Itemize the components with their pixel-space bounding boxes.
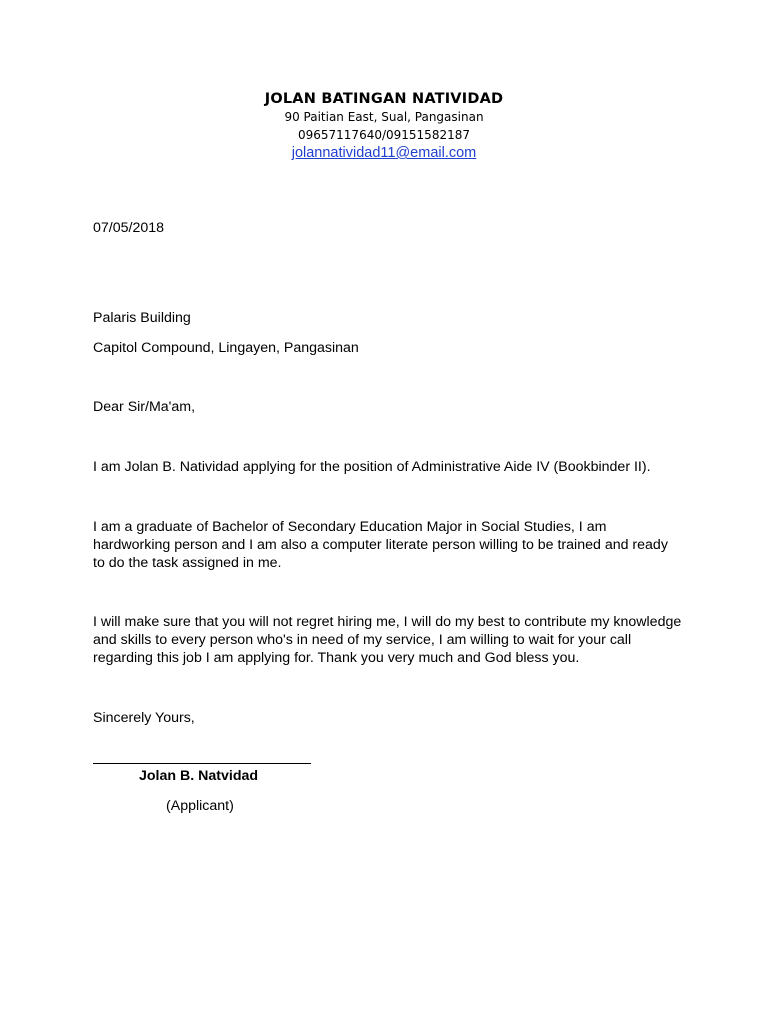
sender-phones: 09657117640/09151582187 xyxy=(297,128,470,142)
body-paragraph-3: I will make sure that you will not regret hiring me, I will do my best to contribute my knowledge and skills to every person who's in need of my service, I am willing to wait for your call regarding this job I am applying for. Thank you very much and God bless you. xyxy=(93,614,682,666)
recipient-line-1: Palaris Building xyxy=(93,310,191,326)
signature-role: (Applicant) xyxy=(166,798,234,814)
salutation: Dear Sir/Ma'am, xyxy=(93,399,196,415)
letter-date: 07/05/2018 xyxy=(93,220,165,236)
sender-email-link[interactable]: jolannatividad11@email.com xyxy=(291,145,477,161)
recipient-line-2: Capitol Compound, Lingayen, Pangasinan xyxy=(93,340,359,356)
sender-address: 90 Paitian East, Sual, Pangasinan xyxy=(284,110,484,124)
signature-line xyxy=(93,763,311,764)
body-paragraph-2: I am a graduate of Bachelor of Secondary Education Major in Social Studies, I am hardworking person and I am also a computer literate person willing to be trained and ready to do the task assigned in me. xyxy=(93,519,668,571)
letter-header xyxy=(0,90,768,162)
body-paragraph-1: I am Jolan B. Natividad applying for the position of Administrative Aide IV (Bookbinder II). xyxy=(93,459,651,475)
closing: Sincerely Yours, xyxy=(93,710,195,726)
sender-name: JOLAN BATINGAN NATIVIDAD xyxy=(264,91,504,107)
signature-name: Jolan B. Natvidad xyxy=(139,768,259,784)
